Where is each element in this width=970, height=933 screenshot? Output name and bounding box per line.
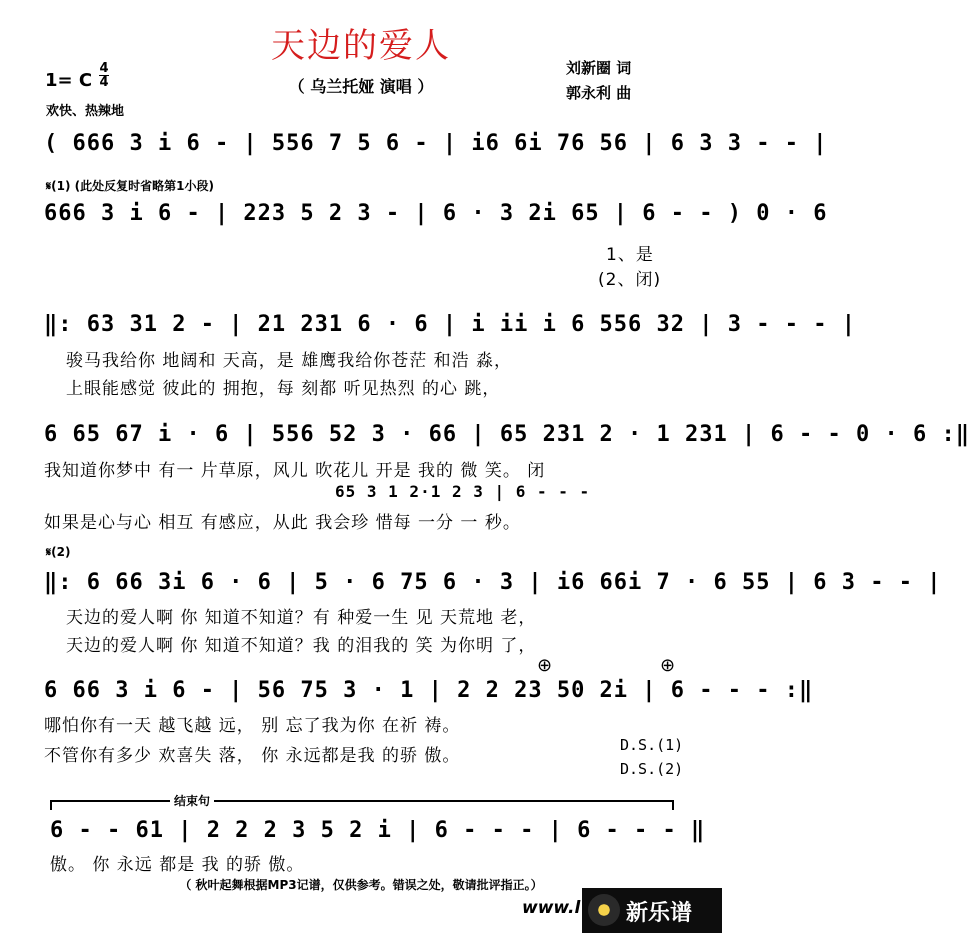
tempo-marking: 欢快、热辣地 — [46, 104, 125, 119]
notation-row-4: 6 65 67 i · 6 | 556 52 3 · 66 | 65 231 2 · 1 231 | 6 - - 0 · 6 :‖ — [44, 422, 970, 447]
transcriber-note: （ 秋叶起舞根据MP3记谱，仅供参考。错误之处，敬请批评指正。） — [179, 878, 543, 892]
side-lyric-2: (2、闭) — [598, 270, 662, 290]
lyric-row-3b: 上眼能感觉 彼此的 拥抱，每 刻都 听见热烈 的心 跳， — [66, 379, 501, 399]
lyric-row-6a: 哪怕你有一天 越飞越 远， 别 忘了我为你 在祈 祷。 — [44, 716, 461, 736]
site-logo — [582, 888, 722, 933]
coda-icon: ⊕ — [537, 655, 553, 676]
dal-segno-1: D.S.(1) — [620, 736, 684, 754]
lyric-row-4a: 我知道你梦中 有一 片草原，风儿 吹花儿 开是 我的 微 笑。 闭 — [44, 461, 546, 481]
lyric-row-4b: 如果是心与心 相互 有感应，从此 我会珍 惜每 一分 一 秒。 — [44, 513, 521, 533]
singer-credit: （ 乌兰托娅 演唱 ） — [288, 77, 434, 96]
time-signature — [99, 62, 109, 89]
lyric-row-7: 傲。 你 永远 都是 我 的骄 傲。 — [50, 855, 305, 875]
dal-segno-2: D.S.(2) — [620, 760, 684, 778]
coda-icon: ⊕ — [660, 655, 676, 676]
ending-bracket-right — [672, 800, 674, 810]
lyric-row-5b: 天边的爱人啊 你 知道不知道？我 的泪我的 笑 为你明 了， — [66, 636, 537, 656]
segno-mark-2: 𝄋(2) — [46, 545, 71, 559]
notation-row-5: ‖: 6 66 3i 6 · 6 | 5 · 6 75 6 · 3 | i6 66i 7 · 6 55 | 6 3 - - | — [44, 570, 942, 595]
lyric-row-6b: 不管你有多少 欢喜失 落， 你 永远都是我 的骄 傲。 — [44, 746, 461, 766]
lyricist-credit: 刘新圈 词 — [566, 59, 632, 77]
lyric-row-5a: 天边的爱人啊 你 知道不知道？有 种爱一生 见 天荒地 老， — [66, 608, 537, 628]
logo-text: 新乐谱 — [626, 901, 693, 926]
alt-ending-notation: 65 3 1 2·1 2 3 | 6 - - - — [335, 482, 591, 501]
ending-label: 结束句 — [170, 792, 214, 809]
song-title: 天边的爱人 — [271, 26, 451, 66]
side-lyric-1: 1、是 — [606, 245, 654, 265]
notation-row-2: 666 3 i 6 - | 223 5 2 3 - | 6 · 3 2i 65 | 6 - - ) 0 · 6 — [44, 201, 828, 226]
notation-row-1: ( 666 3 i 6 - | 556 7 5 6 - | i6 6i 76 56 | 6 3 3 - - | — [44, 131, 828, 156]
watermark-url: www.l — [522, 898, 581, 918]
notation-row-6: 6 66 3 i 6 - | 56 75 3 · 1 | 2 2 23 50 2i | 6 - - - :‖ — [44, 678, 814, 703]
key-signature: 1= C — [45, 70, 93, 91]
notation-row-7: 6 - - 61 | 2 2 2 3 5 2 i | 6 - - - | 6 - - - ‖ — [50, 818, 706, 843]
meter-top: 4 — [99, 61, 109, 76]
ending-bracket — [50, 800, 674, 802]
composer-credit: 郭永利 曲 — [566, 84, 632, 102]
meter-bottom: 4 — [99, 75, 109, 90]
segno-mark-1: 𝄋(1) (此处反复时省略第1小段) — [46, 179, 214, 193]
record-disc-icon — [588, 894, 620, 926]
notation-row-3: ‖: 63 31 2 - | 21 231 6 · 6 | i ii i 6 556 32 | 3 - - - | — [44, 312, 856, 337]
ending-bracket-left — [50, 800, 52, 810]
lyric-row-3a: 骏马我给你 地阔和 天高，是 雄鹰我给你苍茫 和浩 淼， — [66, 351, 513, 371]
